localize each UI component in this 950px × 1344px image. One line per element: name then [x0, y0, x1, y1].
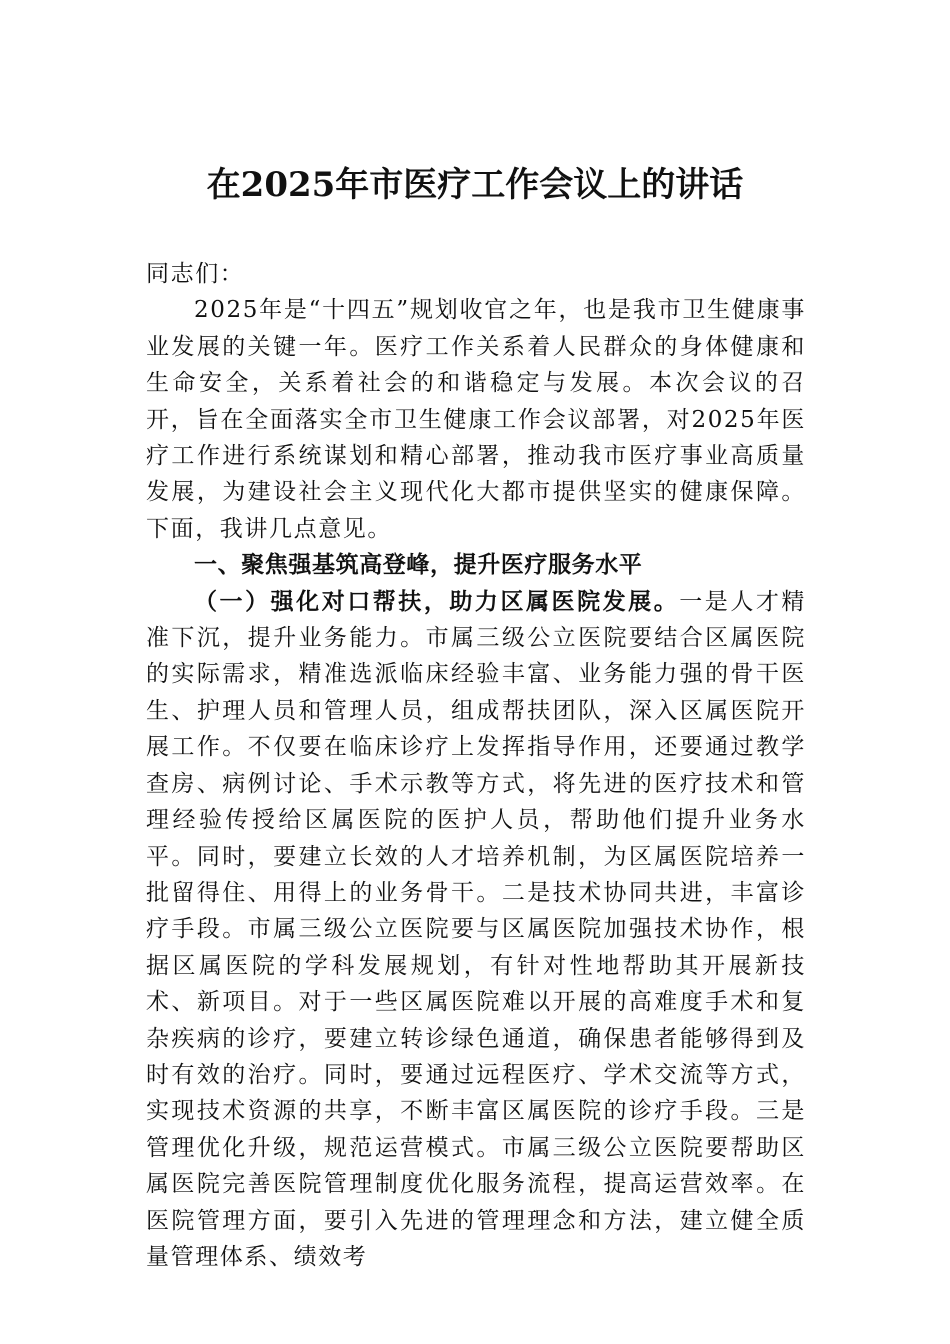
subsection-paragraph-1 — [146, 584, 806, 1276]
subsection-heading-1: （一）强化对口帮扶，助力区属医院发展。 — [194, 587, 680, 615]
document-title: 在2025年市医疗工作会议上的讲话 — [206, 165, 744, 205]
document-body — [146, 256, 806, 1275]
intro-paragraph: 2025年是“十四五”规划收官之年，也是我市卫生健康事业发展的关键一年。医疗工作关系着人民群众的身体健康和生命安全，关系着社会的和谐稳定与发展。本次会议的召开，旨在全面落实全市卫生健康工作会议部署，对2025年医疗工作进行系统谋划和精心部署，推动我市医疗事业高质量发展，为建设社会主义现代化大都市提供坚实的健康保障。下面，我讲几点意见。 — [146, 297, 806, 542]
salutation: 同志们： — [146, 261, 245, 287]
section-heading-1: 一、聚焦强基筑高登峰，提升医疗服务水平 — [194, 552, 643, 579]
subsection-body-1: 一是人才精准下沉，提升业务能力。市属三级公立医院要结合区属医院的实际需求，精准选派临床经验丰富、业务能力强的骨干医生、护理人员和管理人员，组成帮扶团队，深入区属医院开展工作。不仅要在临床诊疗上发挥指导作用，还要通过教学查房、病例讨论、手术示教等方式，将先进的医疗技术和管理经验传授给区属医院的医护人员，帮助他们提升业务水平。同时，要建立长效的人才培养机制，为区属医院培养一批留得住、用得上的业务骨干。二是技术协同共进，丰富诊疗手段。市属三级公立医院要与区属医院加强技术协作，根据区属医院的学科发展规划，有针对性地帮助其开展新技术、新项目。对于一些区属医院难以开展的高难度手术和复杂疾病的诊疗，要建立转诊绿色通道，确保患者能够得到及时有效的治疗。同时，要通过远程医疗、学术交流等方式，实现技术资源的共享，不断丰富区属医院的诊疗手段。三是管理优化升级，规范运营模式。市属三级公立医院要帮助区属医院完善医院管理制度优化服务流程，提高运营效率。在医院管理方面，要引入先进的管理理念和方法，建立健全质量管理体系、绩效考 — [146, 588, 807, 1270]
